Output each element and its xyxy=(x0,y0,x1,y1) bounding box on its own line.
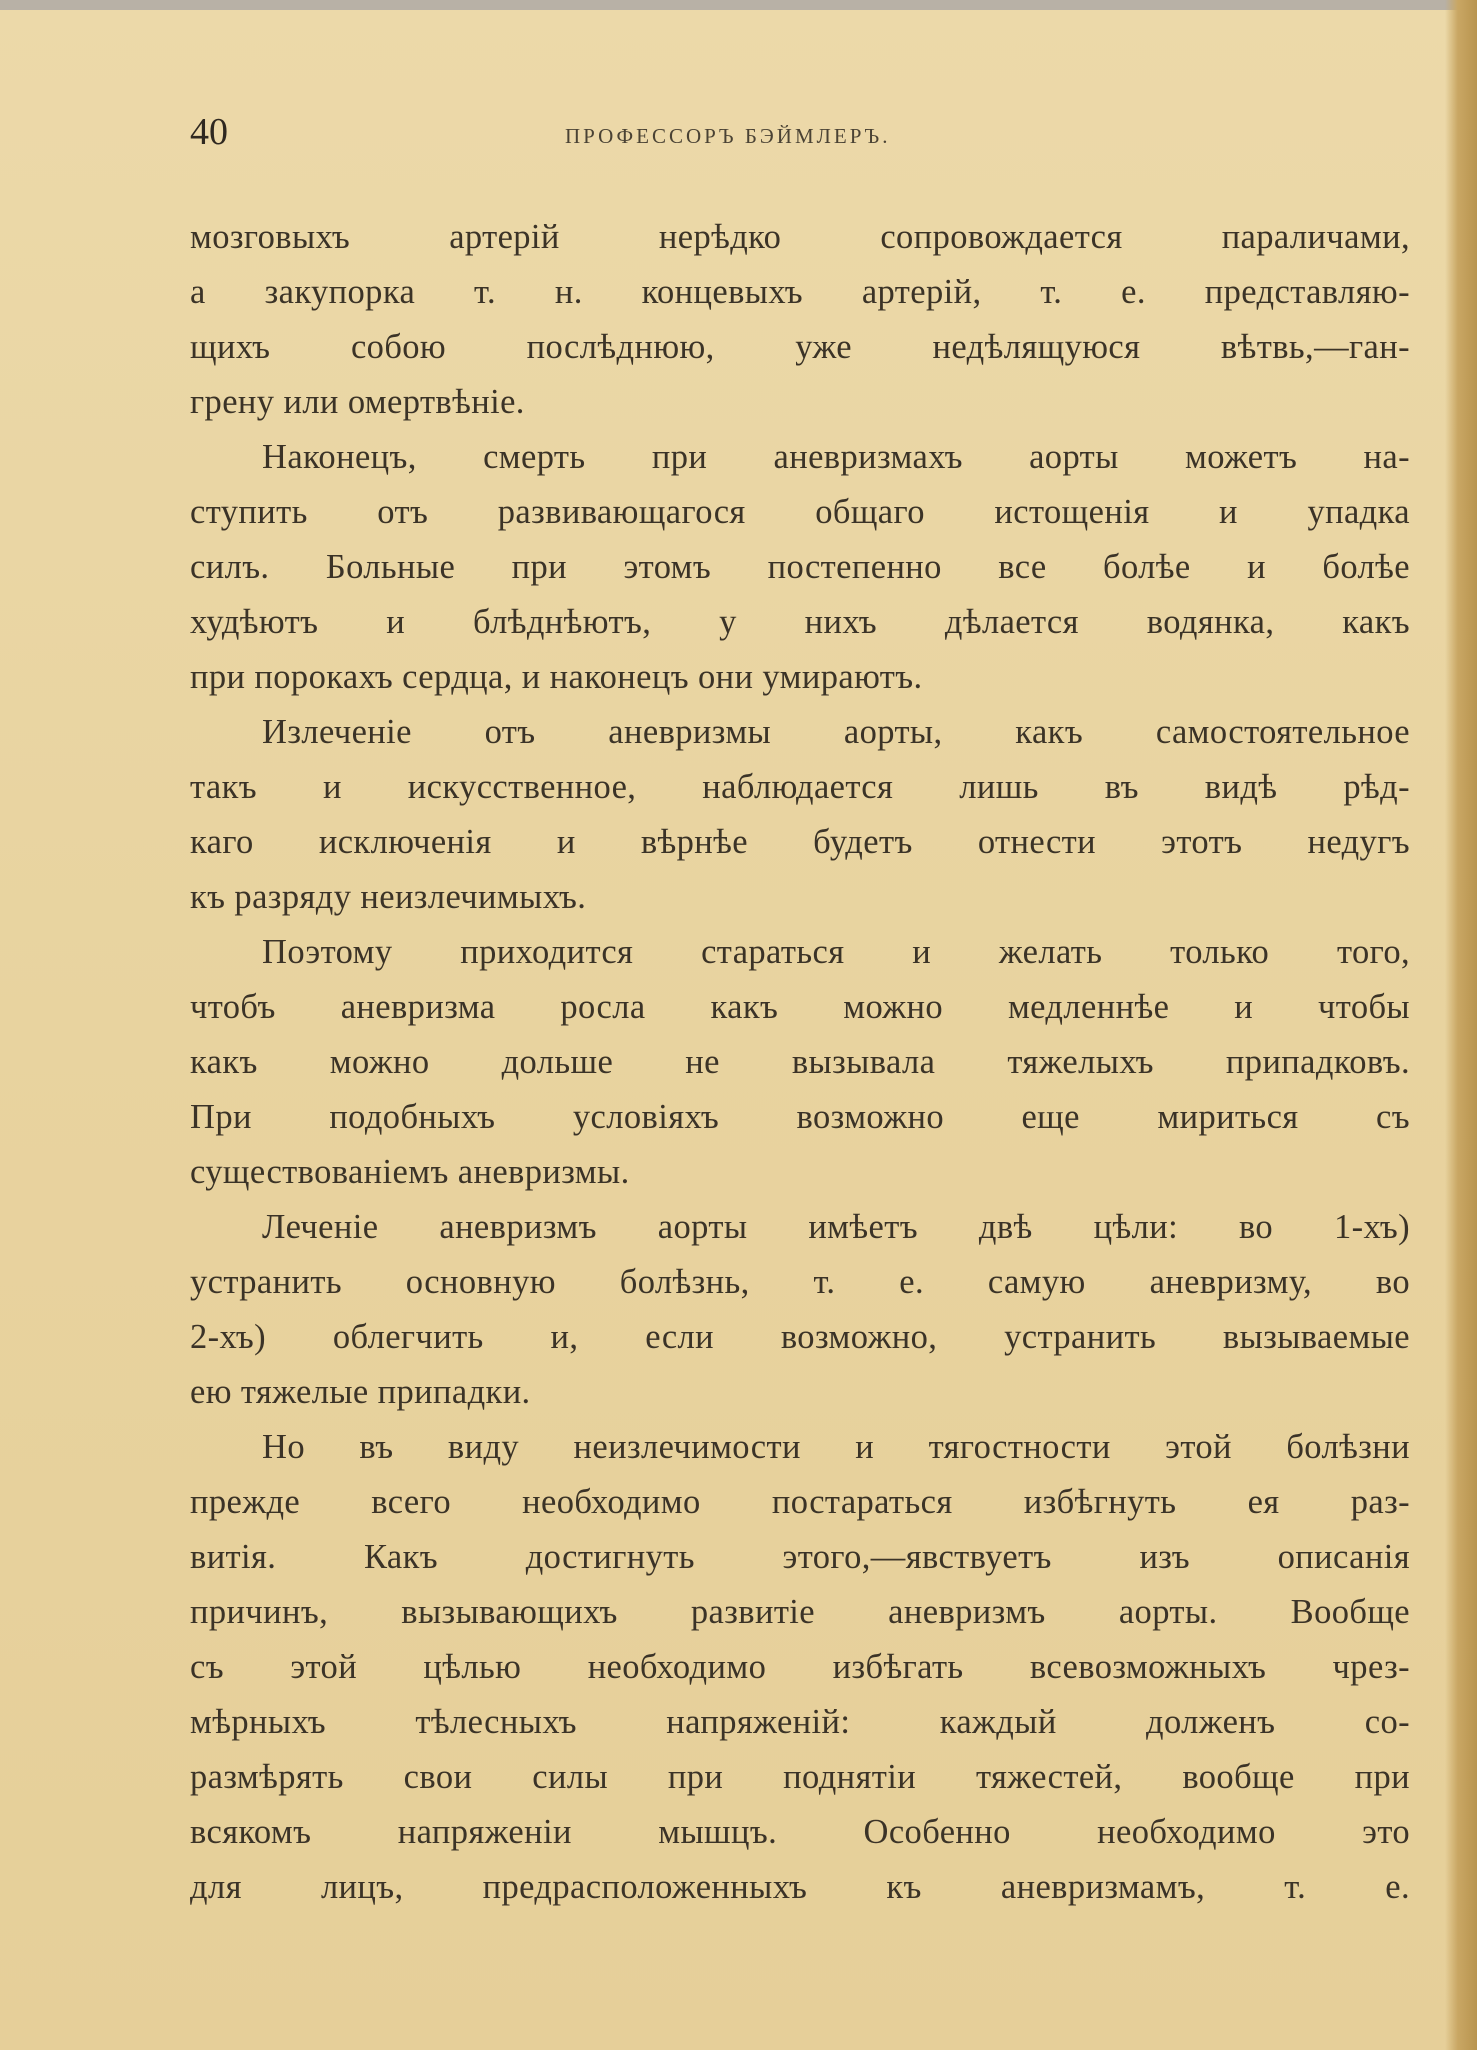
running-head: ПРОФЕССОРЪ БЭЙМЛЕРЪ. xyxy=(565,124,891,148)
text-line: всякомъ напряженіи мышцъ. Особенно необходимо это xyxy=(190,1813,1410,1851)
text-line: Леченіе аневризмъ аорты имѣетъ двѣ цѣли: во 1-хъ) xyxy=(262,1208,1410,1246)
text-line: съ этой цѣлью необходимо избѣгать всевозможныхъ чрез- xyxy=(190,1648,1410,1686)
text-line: мѣрныхъ тѣлесныхъ напряженій: каждый долженъ со- xyxy=(190,1703,1410,1741)
text-line: 2-хъ) облегчить и, если возможно, устранить вызываемые xyxy=(190,1318,1410,1356)
text-line: такъ и искусственное, наблюдается лишь въ видѣ рѣд- xyxy=(190,768,1410,806)
text-line: Наконецъ, смерть при аневризмахъ аорты можетъ на- xyxy=(262,438,1410,476)
paragraph xyxy=(190,705,1410,925)
text-line: прежде всего необходимо постараться избѣгнуть ея раз- xyxy=(190,1483,1410,1521)
text-line: устранить основную болѣзнь, т. е. самую аневризму, во xyxy=(190,1263,1410,1301)
text-line: каго исключенія и вѣрнѣе будетъ отнести этотъ недугъ xyxy=(190,823,1410,861)
text-line: размѣрять свои силы при поднятіи тяжестей, вообще при xyxy=(190,1758,1410,1796)
paragraph xyxy=(190,925,1410,1200)
text-line: къ разряду неизлечимыхъ. xyxy=(190,878,587,916)
text-line: для лицъ, предрасположенныхъ къ аневризмамъ, т. е. xyxy=(190,1868,1410,1906)
text-line: силъ. Больные при этомъ постепенно все болѣе и болѣе xyxy=(190,548,1410,586)
text-line: ею тяжелые припадки. xyxy=(190,1373,531,1411)
text-line: ступить отъ развивающагося общаго истощенія и упадка xyxy=(190,493,1410,531)
text-line: а закупорка т. н. концевыхъ артерій, т. е. представляю- xyxy=(190,273,1410,311)
paragraph xyxy=(190,1420,1410,1915)
text-line: мозговыхъ артерій нерѣдко сопровождается параличами, xyxy=(190,218,1410,256)
text-line: Излеченіе отъ аневризмы аорты, какъ самостоятельное xyxy=(262,713,1410,751)
text-line: причинъ, вызывающихъ развитіе аневризмъ аорты. Вообще xyxy=(190,1593,1410,1631)
page-number: 40 xyxy=(190,111,228,153)
text-line: Но въ виду неизлечимости и тягостности этой болѣзни xyxy=(262,1428,1410,1466)
text-line: при порокахъ сердца, и наконецъ они умираютъ. xyxy=(190,658,923,696)
scan-top-edge xyxy=(0,0,1477,10)
page-header xyxy=(190,110,1410,170)
text-line: худѣютъ и блѣднѣютъ, у нихъ дѣлается водянка, какъ xyxy=(190,603,1410,641)
text-line: грену или омертвѣніе. xyxy=(190,383,525,421)
text-line: щихъ собою послѣднюю, уже недѣлящуюся вѣтвь,—ган- xyxy=(190,328,1410,366)
paragraph xyxy=(190,1200,1410,1420)
text-line: чтобъ аневризма росла какъ можно медленнѣе и чтобы xyxy=(190,988,1410,1026)
text-line: витія. Какъ достигнуть этого,—явствуетъ изъ описанія xyxy=(190,1538,1410,1576)
text-line: существованіемъ аневризмы. xyxy=(190,1153,630,1191)
body-text xyxy=(190,210,1410,1915)
text-line: какъ можно дольше не вызывала тяжелыхъ припадковъ. xyxy=(190,1043,1410,1081)
text-line: При подобныхъ условіяхъ возможно еще мириться съ xyxy=(190,1098,1410,1136)
text-line: Поэтому приходится стараться и желать только того, xyxy=(262,933,1410,971)
page-fold-shadow xyxy=(1445,0,1477,2050)
paragraph xyxy=(190,210,1410,430)
paragraph xyxy=(190,430,1410,705)
